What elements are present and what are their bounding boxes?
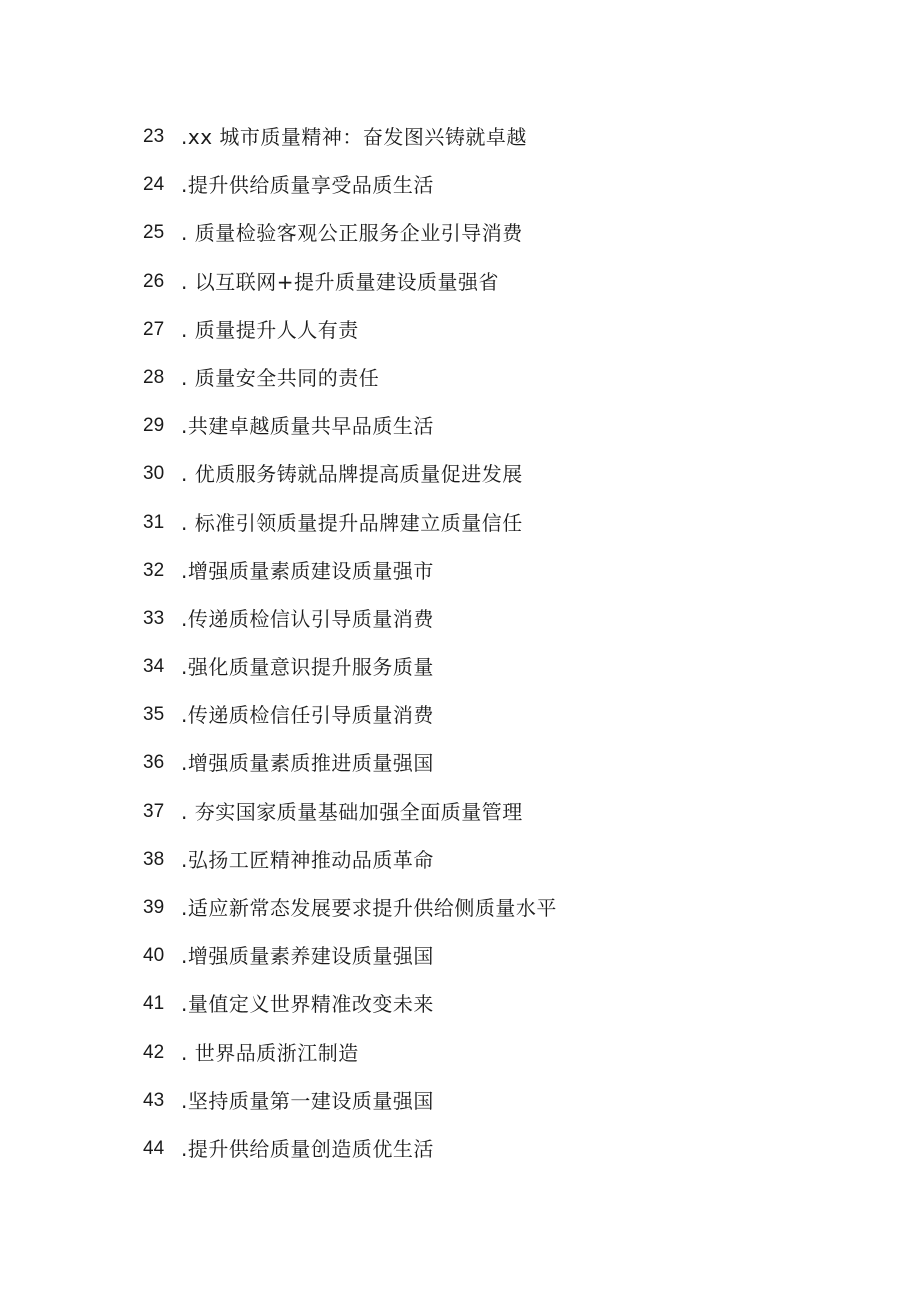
item-text: . 质量检验客观公正服务企业引导消费: [181, 221, 523, 246]
item-number: 42: [143, 1041, 165, 1063]
item-text: .传递质检信任引导质量消费: [181, 703, 434, 728]
list-item: [143, 215, 843, 263]
item-number: 33: [143, 607, 165, 629]
item-number: 34: [143, 656, 165, 678]
item-number: 26: [143, 270, 165, 292]
list-item: [143, 505, 843, 553]
item-number: 31: [143, 511, 165, 533]
item-text: . 优质服务铸就品牌提高质量促进发展: [181, 462, 523, 487]
item-text: .弘扬工匠精神推动品质革命: [181, 847, 434, 872]
list-item: [143, 553, 843, 601]
item-text: .xx 城市质量精神：奋发图兴铸就卓越: [181, 125, 527, 149]
item-number: 43: [143, 1089, 165, 1111]
item-text: . 世界品质浙江制造: [181, 1040, 359, 1065]
list-item: [143, 312, 843, 360]
list-item: [143, 794, 843, 842]
item-text: . 夯实国家质量基础加强全面质量管理: [181, 799, 523, 824]
list-item: [143, 167, 843, 215]
item-text: .量值定义世界精准改变未来: [181, 992, 434, 1017]
item-number: 37: [143, 800, 165, 822]
list-item: [143, 745, 843, 793]
list-item: [143, 456, 843, 504]
list-item: [143, 1131, 843, 1179]
list-item: [143, 938, 843, 986]
item-number: 40: [143, 945, 165, 967]
item-text: . 以互联网+提升质量建设质量强省: [181, 269, 499, 294]
item-text: . 质量提升人人有责: [181, 317, 359, 342]
slogan-list: [143, 119, 843, 1179]
item-text: .强化质量意识提升服务质量: [181, 655, 434, 680]
list-item: [143, 986, 843, 1034]
item-text: .提升供给质量享受品质生活: [181, 173, 434, 198]
item-number: 39: [143, 897, 165, 918]
item-text: . 质量安全共同的责任: [181, 365, 380, 390]
item-number: 29: [143, 415, 165, 437]
list-item: [143, 842, 843, 890]
item-number: 23: [143, 126, 165, 147]
item-number: 30: [143, 463, 165, 485]
item-text: .提升供给质量创造质优生活: [181, 1136, 434, 1161]
item-text: .增强质量素养建设质量强国: [181, 944, 434, 969]
list-item: [143, 119, 843, 167]
item-number: 44: [143, 1137, 165, 1159]
item-number: 36: [143, 752, 165, 774]
item-text: .增强质量素质建设质量强市: [181, 558, 434, 583]
item-number: 35: [143, 704, 165, 726]
item-number: 24: [143, 174, 165, 196]
item-number: 41: [143, 993, 165, 1015]
item-text: .传递质检信认引导质量消费: [181, 606, 434, 631]
item-number: 32: [143, 559, 165, 581]
item-text: .共建卓越质量共早品质生活: [181, 414, 434, 439]
list-item: [143, 1035, 843, 1083]
item-text: .适应新常态发展要求提升供给侧质量水平: [181, 896, 557, 920]
list-item: [143, 264, 843, 312]
item-text: .坚持质量第一建设质量强国: [181, 1088, 434, 1113]
list-item: [143, 601, 843, 649]
item-text: .增强质量素质推进质量强国: [181, 751, 434, 776]
item-number: 27: [143, 318, 165, 340]
item-number: 38: [143, 848, 165, 870]
item-number: 28: [143, 366, 165, 388]
item-number: 25: [143, 222, 165, 244]
list-item: [143, 649, 843, 697]
list-item: [143, 360, 843, 408]
list-item: [143, 408, 843, 456]
list-item: [143, 890, 843, 938]
item-text: . 标准引领质量提升品牌建立质量信任: [181, 510, 523, 535]
list-item: [143, 697, 843, 745]
list-item: [143, 1083, 843, 1131]
